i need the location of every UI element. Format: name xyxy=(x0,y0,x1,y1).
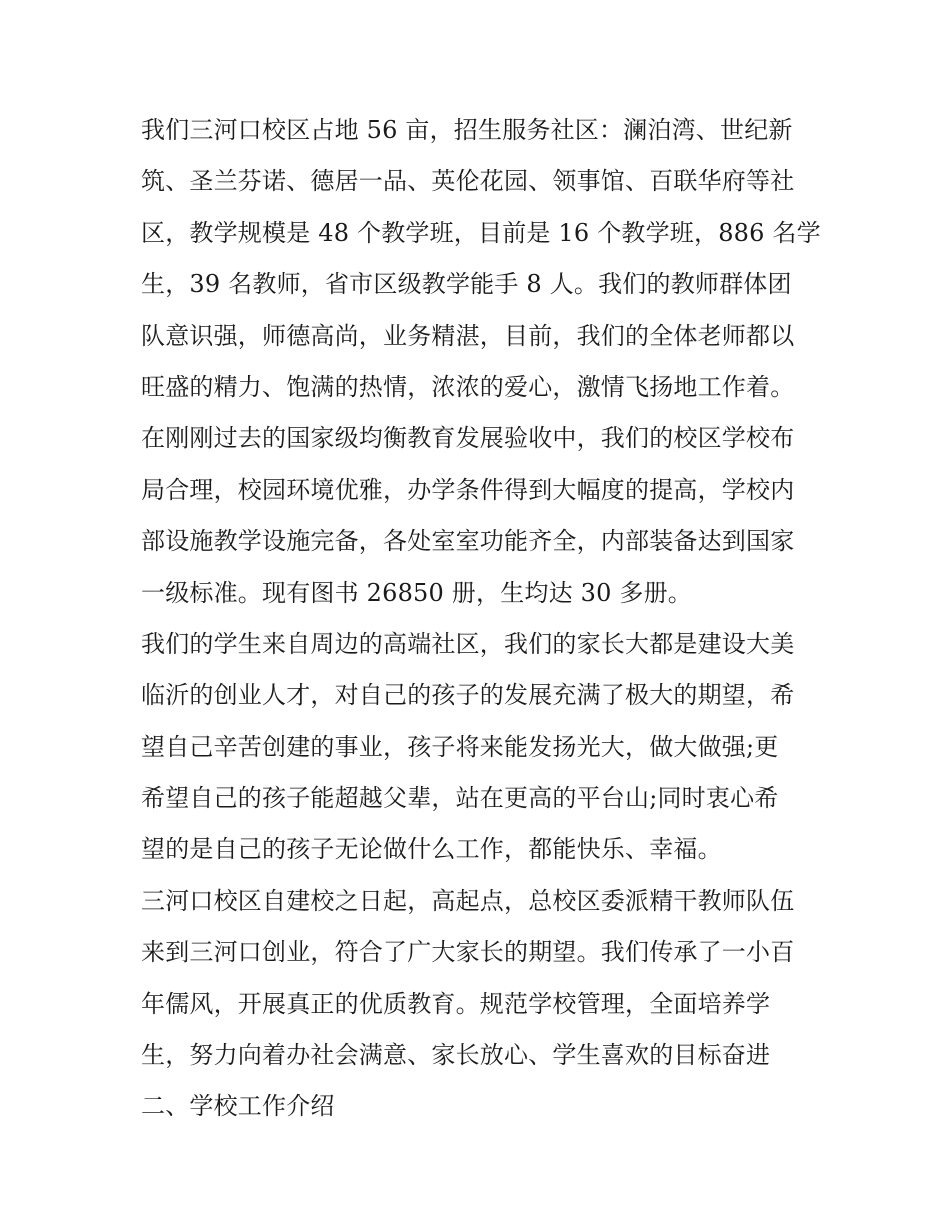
text-line: 我们的学生来自周边的高端社区，我们的家长大都是建设大美 xyxy=(141,629,795,658)
text-line: 筑、圣兰芬诺、德居一品、英伦花园、领事馆、百联华府等社 xyxy=(141,167,795,196)
text-line: 生，39 名教师，省市区级教学能手 8 人。我们的教师群体团 xyxy=(141,270,792,299)
text-line: 区，教学规模是 48 个教学班，目前是 16 个教学班，886 名学 xyxy=(141,218,821,247)
text-line: 队意识强，师德高尚，业务精湛，目前，我们的全体老师都以 xyxy=(141,321,795,350)
text-line: 来到三河口创业，符合了广大家长的期望。我们传承了一小百 xyxy=(141,938,795,967)
text-line: 希望自己的孩子能超越父辈，站在更高的平台山;同时衷心希 xyxy=(141,784,779,813)
text-line: 生，努力向着办社会满意、家长放心、学生喜欢的目标奋进 xyxy=(141,1041,771,1070)
text-line: 在刚刚过去的国家级均衡教育发展验收中，我们的校区学校布 xyxy=(141,424,795,453)
text-line: 旺盛的精力、饱满的热情，浓浓的爱心，激情飞扬地工作着。 xyxy=(141,372,795,401)
text-line: 部设施教学设施完备，各处室室功能齐全，内部装备达到国家 xyxy=(141,527,795,556)
text-line: 局合理，校园环境优雅，办学条件得到大幅度的提高，学校内 xyxy=(141,475,795,504)
text-line: 临沂的创业人才，对自己的孩子的发展充满了极大的期望，希 xyxy=(141,681,795,710)
text-line: 三河口校区自建校之日起，高起点，总校区委派精干教师队伍 xyxy=(141,886,795,915)
text-line: 望的是自己的孩子无论做什么工作，都能快乐、幸福。 xyxy=(141,835,722,864)
text-line: 一级标准。现有图书 26850 册，生均达 30 多册。 xyxy=(141,578,693,607)
text-line: 望自己辛苦创建的事业，孩子将来能发扬光大，做大做强;更 xyxy=(141,732,779,761)
document-body xyxy=(141,105,821,1133)
text-line: 年儒风，开展真正的优质教育。规范学校管理，全面培养学 xyxy=(141,989,771,1018)
text-line: 我们三河口校区占地 56 亩，招生服务社区：澜泊湾、世纪新 xyxy=(141,116,793,144)
section-heading: 二、学校工作介绍 xyxy=(141,1092,335,1121)
